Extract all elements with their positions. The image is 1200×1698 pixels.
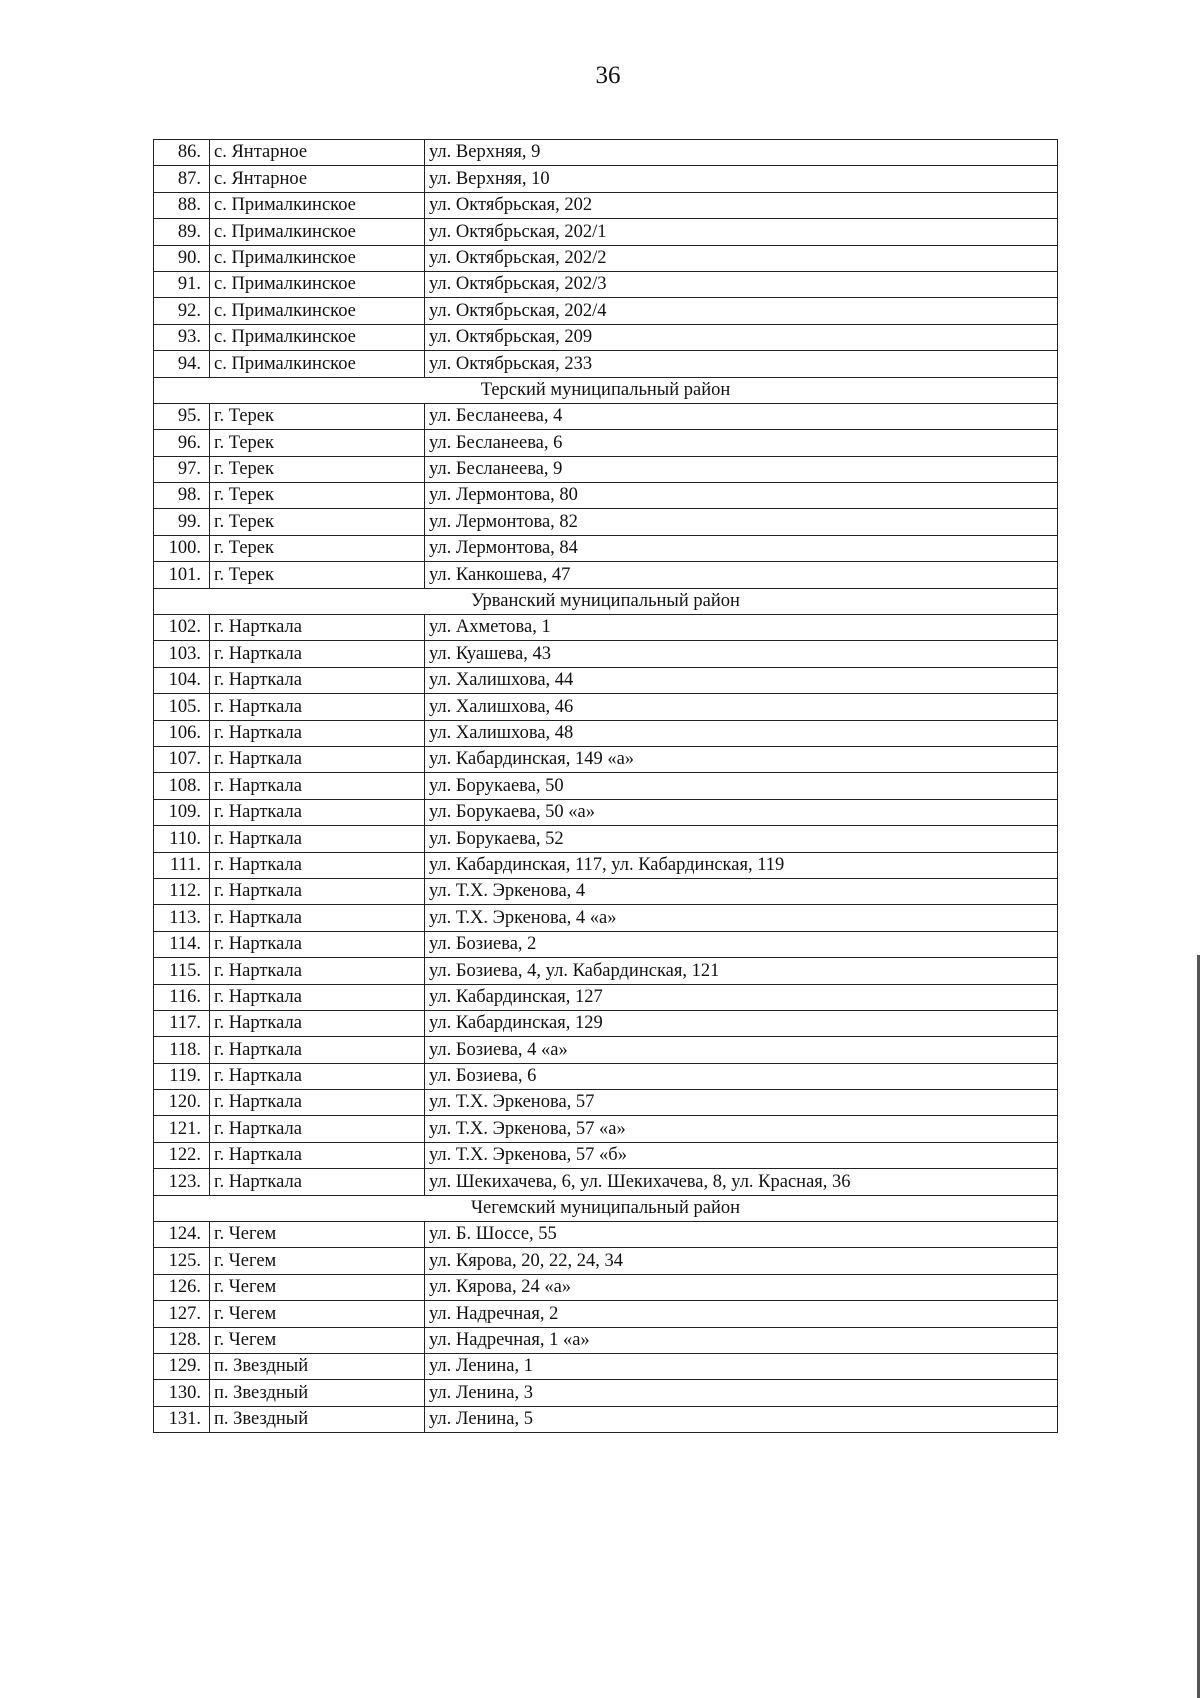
address-cell: ул. Бозиева, 4 «а» — [425, 1037, 1058, 1063]
locality-cell: г. Нарткала — [210, 615, 425, 641]
section-header-row — [154, 1195, 1058, 1221]
row-number: 96. — [154, 430, 210, 456]
address-cell: ул. Верхняя, 10 — [425, 166, 1058, 192]
row-number: 128. — [154, 1327, 210, 1353]
row-number: 107. — [154, 746, 210, 772]
table-row — [154, 1406, 1058, 1432]
table-row — [154, 245, 1058, 271]
address-cell: ул. Борукаева, 50 — [425, 773, 1058, 799]
table-row — [154, 1353, 1058, 1379]
row-number: 87. — [154, 166, 210, 192]
section-title: Терский муниципальный район — [154, 377, 1058, 403]
table-row — [154, 298, 1058, 324]
table-row — [154, 1063, 1058, 1089]
table-row — [154, 931, 1058, 957]
table-row — [154, 1116, 1058, 1142]
address-cell: ул. Халишхова, 46 — [425, 694, 1058, 720]
address-cell: ул. Верхняя, 9 — [425, 140, 1058, 166]
address-cell: ул. Т.Х. Эркенова, 4 — [425, 878, 1058, 904]
row-number: 97. — [154, 456, 210, 482]
row-number: 112. — [154, 878, 210, 904]
address-cell: ул. Кабардинская, 117, ул. Кабардинская, 119 — [425, 852, 1058, 878]
address-cell: ул. Кабардинская, 149 «а» — [425, 746, 1058, 772]
row-number: 124. — [154, 1222, 210, 1248]
table-row — [154, 166, 1058, 192]
table-row — [154, 1301, 1058, 1327]
locality-cell: г. Чегем — [210, 1222, 425, 1248]
locality-cell: г. Терек — [210, 456, 425, 482]
locality-cell: г. Нарткала — [210, 1169, 425, 1195]
row-number: 101. — [154, 562, 210, 588]
address-cell: ул. Октябрьская, 233 — [425, 351, 1058, 377]
locality-cell: г. Нарткала — [210, 1090, 425, 1116]
row-number: 115. — [154, 958, 210, 984]
table-row — [154, 192, 1058, 218]
row-number: 91. — [154, 271, 210, 297]
table-row — [154, 905, 1058, 931]
locality-cell: с. Прималкинское — [210, 324, 425, 350]
table-row — [154, 1169, 1058, 1195]
address-cell: ул. Надречная, 2 — [425, 1301, 1058, 1327]
address-cell: ул. Ленина, 5 — [425, 1406, 1058, 1432]
row-number: 95. — [154, 403, 210, 429]
table-row — [154, 1010, 1058, 1036]
locality-cell: с. Прималкинское — [210, 351, 425, 377]
address-cell: ул. Бозиева, 6 — [425, 1063, 1058, 1089]
locality-cell: г. Нарткала — [210, 1010, 425, 1036]
table-row — [154, 694, 1058, 720]
row-number: 94. — [154, 351, 210, 377]
address-cell: ул. Халишхова, 44 — [425, 667, 1058, 693]
address-cell: ул. Октябрьская, 202/3 — [425, 271, 1058, 297]
table-row — [154, 958, 1058, 984]
locality-cell: с. Прималкинское — [210, 271, 425, 297]
address-cell: ул. Бесланеева, 4 — [425, 403, 1058, 429]
locality-cell: с. Прималкинское — [210, 192, 425, 218]
locality-cell: г. Нарткала — [210, 931, 425, 957]
row-number: 86. — [154, 140, 210, 166]
row-number: 116. — [154, 984, 210, 1010]
address-cell: ул. Бозиева, 2 — [425, 931, 1058, 957]
row-number: 98. — [154, 483, 210, 509]
row-number: 93. — [154, 324, 210, 350]
locality-cell: п. Звездный — [210, 1406, 425, 1432]
address-cell: ул. Борукаева, 50 «а» — [425, 799, 1058, 825]
row-number: 99. — [154, 509, 210, 535]
table-row — [154, 1037, 1058, 1063]
table-row — [154, 456, 1058, 482]
table-row — [154, 1327, 1058, 1353]
locality-cell: г. Чегем — [210, 1327, 425, 1353]
address-cell: ул. Канкошева, 47 — [425, 562, 1058, 588]
row-number: 121. — [154, 1116, 210, 1142]
table-row — [154, 826, 1058, 852]
table-row — [154, 324, 1058, 350]
locality-cell: г. Нарткала — [210, 720, 425, 746]
row-number: 119. — [154, 1063, 210, 1089]
locality-cell: г. Нарткала — [210, 958, 425, 984]
address-cell: ул. Кабардинская, 127 — [425, 984, 1058, 1010]
row-number: 109. — [154, 799, 210, 825]
address-cell: ул. Борукаева, 52 — [425, 826, 1058, 852]
row-number: 129. — [154, 1353, 210, 1379]
row-number: 113. — [154, 905, 210, 931]
page-number: 36 — [595, 62, 621, 89]
locality-cell: г. Нарткала — [210, 826, 425, 852]
locality-cell: г. Нарткала — [210, 1142, 425, 1168]
table-row — [154, 746, 1058, 772]
locality-cell: г. Нарткала — [210, 852, 425, 878]
address-cell: ул. Шекихачева, 6, ул. Шекихачева, 8, ул. Красная, 36 — [425, 1169, 1058, 1195]
row-number: 105. — [154, 694, 210, 720]
address-cell: ул. Ахметова, 1 — [425, 615, 1058, 641]
row-number: 123. — [154, 1169, 210, 1195]
locality-cell: г. Нарткала — [210, 878, 425, 904]
address-cell: ул. Т.Х. Эркенова, 57 «б» — [425, 1142, 1058, 1168]
address-cell: ул. Лермонтова, 80 — [425, 483, 1058, 509]
locality-cell: г. Чегем — [210, 1248, 425, 1274]
table-row — [154, 641, 1058, 667]
address-cell: ул. Лермонтова, 84 — [425, 535, 1058, 561]
locality-cell: г. Нарткала — [210, 905, 425, 931]
table-row — [154, 1090, 1058, 1116]
locality-cell: г. Терек — [210, 509, 425, 535]
section-title: Чегемский муниципальный район — [154, 1195, 1058, 1221]
locality-cell: с. Янтарное — [210, 140, 425, 166]
table-row — [154, 1380, 1058, 1406]
address-cell: ул. Т.Х. Эркенова, 57 — [425, 1090, 1058, 1116]
table-row — [154, 852, 1058, 878]
locality-cell: п. Звездный — [210, 1380, 425, 1406]
locality-cell: г. Терек — [210, 483, 425, 509]
row-number: 103. — [154, 641, 210, 667]
locality-cell: г. Нарткала — [210, 984, 425, 1010]
row-number: 122. — [154, 1142, 210, 1168]
address-cell: ул. Бесланеева, 9 — [425, 456, 1058, 482]
address-cell: ул. Т.Х. Эркенова, 4 «а» — [425, 905, 1058, 931]
row-number: 127. — [154, 1301, 210, 1327]
table-row — [154, 720, 1058, 746]
row-number: 126. — [154, 1274, 210, 1300]
address-cell: ул. Ленина, 3 — [425, 1380, 1058, 1406]
table-row — [154, 1248, 1058, 1274]
address-cell: ул. Октябрьская, 202/1 — [425, 219, 1058, 245]
locality-cell: с. Прималкинское — [210, 219, 425, 245]
table-row — [154, 562, 1058, 588]
row-number: 118. — [154, 1037, 210, 1063]
locality-cell: с. Прималкинское — [210, 245, 425, 271]
table-row — [154, 351, 1058, 377]
locality-cell: с. Прималкинское — [210, 298, 425, 324]
address-cell: ул. Октябрьская, 209 — [425, 324, 1058, 350]
row-number: 90. — [154, 245, 210, 271]
locality-cell: г. Нарткала — [210, 746, 425, 772]
table-row — [154, 140, 1058, 166]
table-row — [154, 615, 1058, 641]
section-header-row — [154, 377, 1058, 403]
table-row — [154, 403, 1058, 429]
table-row — [154, 1142, 1058, 1168]
section-header-row — [154, 588, 1058, 614]
table-row — [154, 483, 1058, 509]
address-cell: ул. Бесланеева, 6 — [425, 430, 1058, 456]
row-number: 131. — [154, 1406, 210, 1432]
table-row — [154, 1222, 1058, 1248]
locality-cell: г. Нарткала — [210, 1037, 425, 1063]
address-cell: ул. Кярова, 24 «а» — [425, 1274, 1058, 1300]
table-row — [154, 984, 1058, 1010]
table-row — [154, 535, 1058, 561]
row-number: 110. — [154, 826, 210, 852]
locality-cell: г. Нарткала — [210, 694, 425, 720]
address-cell: ул. Бозиева, 4, ул. Кабардинская, 121 — [425, 958, 1058, 984]
row-number: 117. — [154, 1010, 210, 1036]
locality-cell: г. Чегем — [210, 1274, 425, 1300]
address-cell: ул. Б. Шоссе, 55 — [425, 1222, 1058, 1248]
table-row — [154, 509, 1058, 535]
locality-cell: г. Нарткала — [210, 667, 425, 693]
row-number: 88. — [154, 192, 210, 218]
row-number: 108. — [154, 773, 210, 799]
address-cell: ул. Октябрьская, 202 — [425, 192, 1058, 218]
address-cell: ул. Октябрьская, 202/4 — [425, 298, 1058, 324]
address-table-body — [154, 140, 1058, 1433]
row-number: 104. — [154, 667, 210, 693]
table-row — [154, 430, 1058, 456]
locality-cell: г. Нарткала — [210, 799, 425, 825]
address-cell: ул. Куашева, 43 — [425, 641, 1058, 667]
address-cell: ул. Кярова, 20, 22, 24, 34 — [425, 1248, 1058, 1274]
address-table — [153, 139, 1058, 1433]
locality-cell: г. Терек — [210, 535, 425, 561]
table-row — [154, 773, 1058, 799]
address-cell: ул. Надречная, 1 «а» — [425, 1327, 1058, 1353]
table-row — [154, 271, 1058, 297]
row-number: 89. — [154, 219, 210, 245]
row-number: 92. — [154, 298, 210, 324]
locality-cell: г. Нарткала — [210, 1063, 425, 1089]
address-cell: ул. Лермонтова, 82 — [425, 509, 1058, 535]
locality-cell: г. Терек — [210, 562, 425, 588]
address-cell: ул. Т.Х. Эркенова, 57 «а» — [425, 1116, 1058, 1142]
address-cell: ул. Октябрьская, 202/2 — [425, 245, 1058, 271]
row-number: 114. — [154, 931, 210, 957]
row-number: 125. — [154, 1248, 210, 1274]
section-title: Урванский муниципальный район — [154, 588, 1058, 614]
locality-cell: г. Нарткала — [210, 641, 425, 667]
row-number: 102. — [154, 615, 210, 641]
table-row — [154, 878, 1058, 904]
locality-cell: г. Нарткала — [210, 1116, 425, 1142]
locality-cell: г. Терек — [210, 403, 425, 429]
locality-cell: г. Чегем — [210, 1301, 425, 1327]
locality-cell: г. Терек — [210, 430, 425, 456]
table-row — [154, 219, 1058, 245]
locality-cell: с. Янтарное — [210, 166, 425, 192]
locality-cell: п. Звездный — [210, 1353, 425, 1379]
table-row — [154, 1274, 1058, 1300]
row-number: 120. — [154, 1090, 210, 1116]
table-row — [154, 667, 1058, 693]
locality-cell: г. Нарткала — [210, 773, 425, 799]
address-cell: ул. Кабардинская, 129 — [425, 1010, 1058, 1036]
row-number: 111. — [154, 852, 210, 878]
table-row — [154, 799, 1058, 825]
row-number: 100. — [154, 535, 210, 561]
address-cell: ул. Халишхова, 48 — [425, 720, 1058, 746]
address-cell: ул. Ленина, 1 — [425, 1353, 1058, 1379]
row-number: 106. — [154, 720, 210, 746]
row-number: 130. — [154, 1380, 210, 1406]
